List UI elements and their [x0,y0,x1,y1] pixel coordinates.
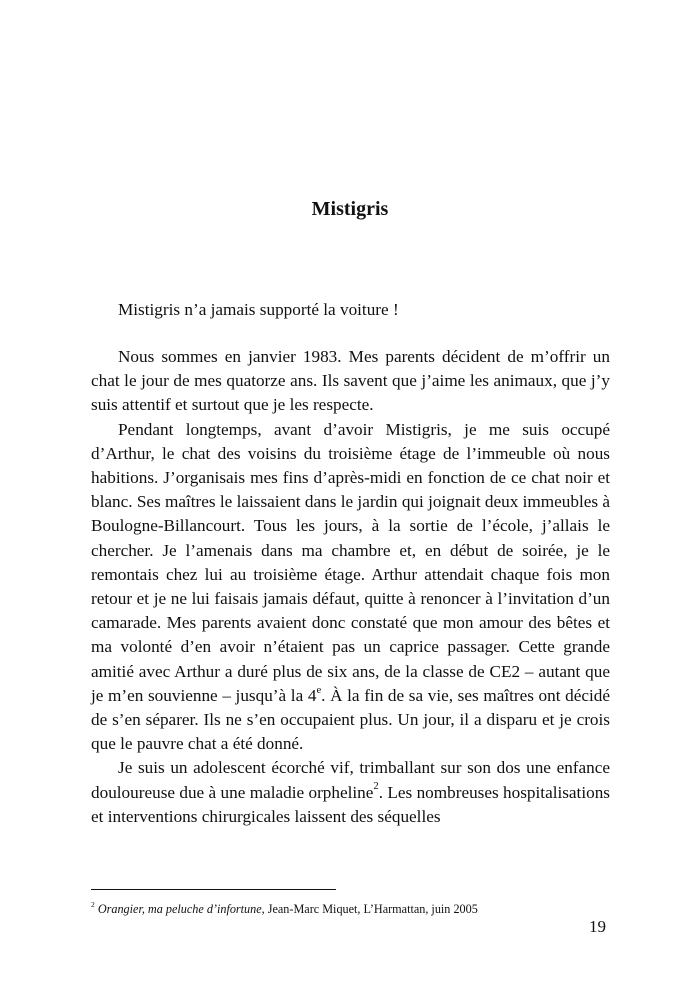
chapter-title: Mistigris [311,198,389,220]
paragraph-2-text: Pendant longtemps, avant d’avoir Mistigris, je me suis occupé d’Arthur, le chat des voisins du troisième étage de l’immeuble où nous habitions. J’organisais mes fins d’après-midi en fonction de ce chat noir et blanc. Ses maîtres le laissaient dans le jardin qui joignait deux immeubles à Boulogne-Billancourt. Tous les jours, à la sortie de l’école, j’allais le chercher. Je l’amenais dans ma chambre et, en début de soirée, je le remontais chez lui au troisième étage. Arthur attendait chaque fois mon retour et je ne lui faisais jamais défaut, quitte à renoncer à l’invitation d’un camarade. Mes parents avaient donc constaté que mon amour des bêtes et ma volonté d’en avoir n’étaient pas un caprice passager. Cette grande amitié avec Arthur a duré plus de six ans, de la classe de CE2 – autant que je m’en souvienne – jusqu’à la 4 [91,419,610,705]
paragraph-3-text: Je suis un adolescent écorché vif, trimballant sur son dos une enfance douloureuse due à une maladie orpheline [91,758,610,802]
footnote-number: 2 [91,899,95,909]
page-number: 19 [589,917,606,936]
footnote [91,901,610,917]
footnote-details: , Jean-Marc Miquet, L’Harmattan, juin 2005 [261,902,478,916]
paragraph-2 [91,418,610,757]
paragraph-3-text-end: . Les nombreuses hospitalisations et interventions chirurgicales laissent des séquelles [91,782,610,826]
footnote-reference[interactable]: 2 [373,781,379,793]
opening-paragraph: Mistigris n’a jamais supporté la voiture ! [118,300,399,319]
footnote-book-title: Orangier, ma peluche d’infortune [97,902,262,916]
main-text-block [91,345,610,829]
ordinal-superscript: e [316,684,322,696]
footnote-divider [91,889,336,890]
opening-line-block [91,298,610,322]
paragraph-3 [91,756,610,829]
paragraph-2-text-end: . À la fin de sa vie, ses maîtres ont décidé de s’en séparer. Ils ne s’en occupaient plus. Un jour, il a disparu et je crois que le pauvre chat a été donné. [91,685,610,754]
paragraph-1: Nous sommes en janvier 1983. Mes parents décident de m’offrir un chat le jour de mes quatorze ans. Ils savent que j’aime les animaux, que j’y suis attentif et surtout que je les respecte. [91,347,610,415]
